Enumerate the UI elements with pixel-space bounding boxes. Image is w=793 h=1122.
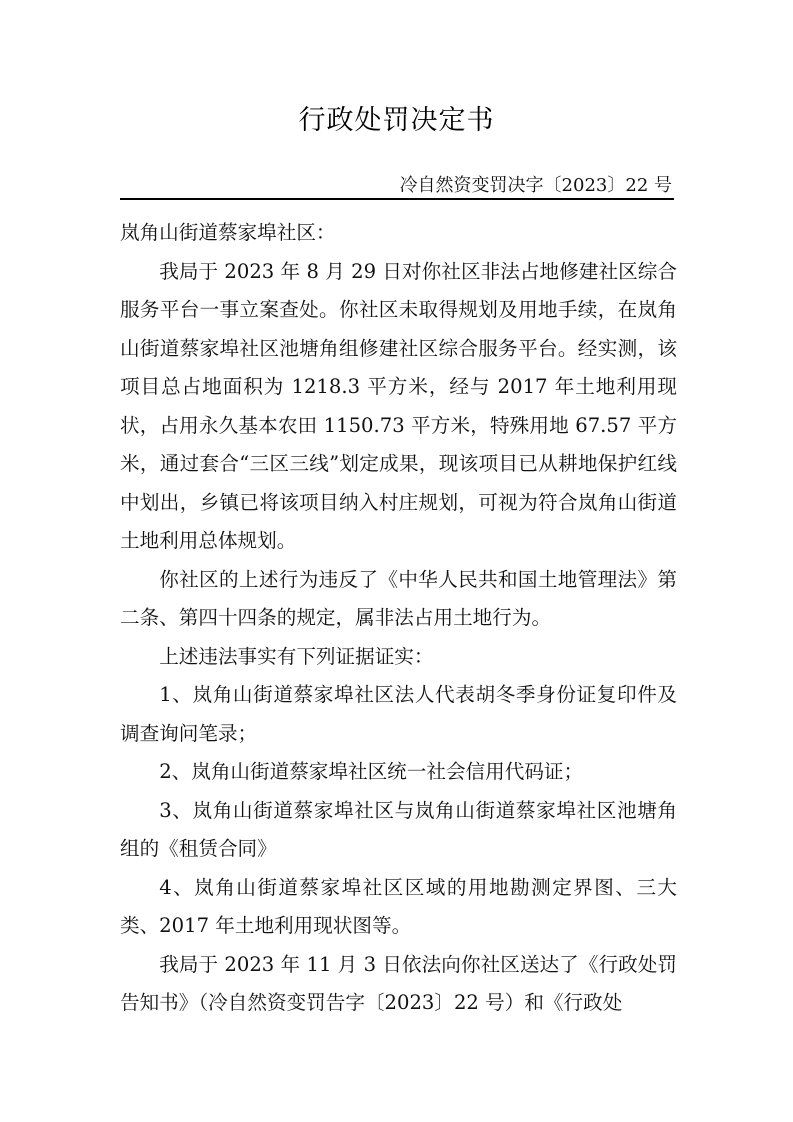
- paragraph-notice-delivery: 我局于 2023 年 11 月 3 日依法向你社区送达了《行政处罚告知书》（冷自然资变罚告字〔2023〕22 号）和《行政处: [120, 952, 677, 1014]
- paragraph-violation: 你社区的上述行为违反了《中华人民共和国土地管理法》第二条、第四十四条的规定，属非法占用土地行为。: [120, 567, 677, 629]
- evidence-item-3: 3、岚角山街道蔡家埠社区与岚角山街道蔡家埠社区池塘角组的《租赁合同》: [120, 798, 677, 860]
- evidence-item-4: 4、岚角山街道蔡家埠社区区域的用地勘测定界图、三大类、2017 年土地利用现状图等。: [120, 875, 677, 937]
- paragraph-case-facts: 我局于 2023 年 8 月 29 日对你社区非法占地修建社区综合服务平台一事立案查处。你社区未取得规划及用地手续，在岚角山街道蔡家埠社区池塘角组修建社区综合服务平台。经实测，该项目总占地面积为 1218.3 平方米，经与 2017 年土地利用现状，占用永久基本农田 1150.73 平方米，特殊用地 67.57 平方米，通过套合“三区三线”划定成果，现该项目已从耕地保护红线中划出，乡镇已将该项目纳入村庄规划，可视为符合岚角山街道土地利用总体规划。: [120, 259, 677, 552]
- document-body: [120, 214, 677, 1023]
- paragraph-evidence-intro: 上述违法事实有下列证据证实：: [159, 644, 434, 668]
- document-number: 冷自然资变罚决字〔2023〕22 号: [399, 175, 672, 196]
- header-divider: [120, 198, 674, 200]
- salutation: 岚角山街道蔡家埠社区：: [120, 221, 336, 244]
- evidence-item-2: 2、岚角山街道蔡家埠社区统一社会信用代码证；: [159, 760, 584, 783]
- document-title: 行政处罚决定书: [298, 105, 495, 136]
- evidence-item-1: 1、岚角山街道蔡家埠社区法人代表胡冬季身份证复印件及调查询问笔录；: [120, 683, 677, 745]
